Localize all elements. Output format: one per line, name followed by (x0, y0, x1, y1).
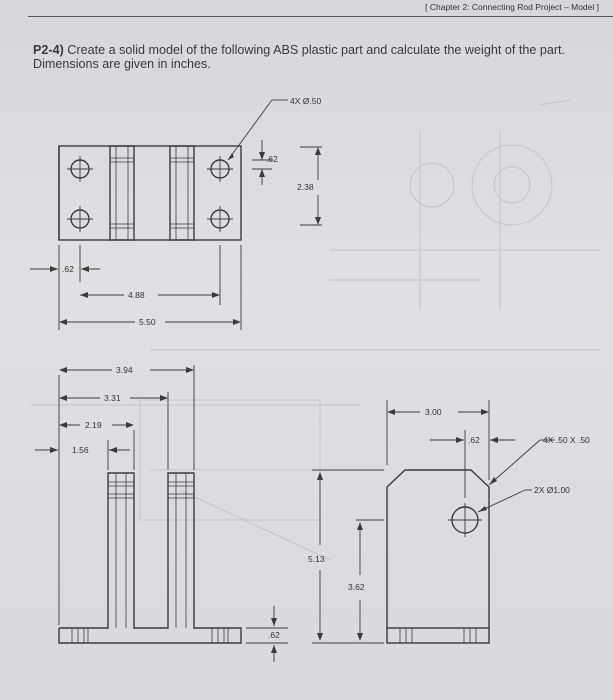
dim-513: 5.13 (308, 554, 325, 564)
dim-331: 3.31 (104, 393, 121, 403)
dim-holes-side: 2X Ø1.00 (534, 485, 570, 495)
mounting-holes (67, 156, 233, 232)
show-through (30, 100, 600, 560)
dim-300: 3.00 (425, 407, 442, 417)
front-view (59, 473, 241, 643)
dim-219: 2.19 (85, 420, 102, 430)
dim-62-top: .62 (266, 154, 278, 164)
problem-text: Create a solid model of the following ABS plastic part and calculate the weight of the part. Dimensions are given in inches. (33, 43, 566, 71)
dim-488: 4.88 (128, 290, 145, 300)
dim-62-left: .62 (62, 264, 74, 274)
dim-62-bottom: .62 (268, 630, 280, 640)
side-view (387, 470, 489, 643)
problem-number: P2-4) (33, 43, 64, 57)
dim-394: 3.94 (116, 365, 133, 375)
side-view-dimensions (312, 400, 555, 643)
front-view-dimensions (35, 365, 288, 662)
dim-550: 5.50 (139, 317, 156, 327)
dim-chamfer: 4X .50 X .50 (543, 435, 590, 445)
dim-holes-top: 4X Ø.50 (290, 96, 322, 106)
dim-362: 3.62 (348, 582, 365, 592)
chapter-header: [ Chapter 2: Connecting Rod Project – Model ] (425, 2, 599, 12)
top-view (59, 146, 241, 240)
dim-238: 2.38 (297, 182, 314, 192)
dim-62-side: .62 (468, 435, 480, 445)
dim-156: 1.56 (72, 445, 89, 455)
